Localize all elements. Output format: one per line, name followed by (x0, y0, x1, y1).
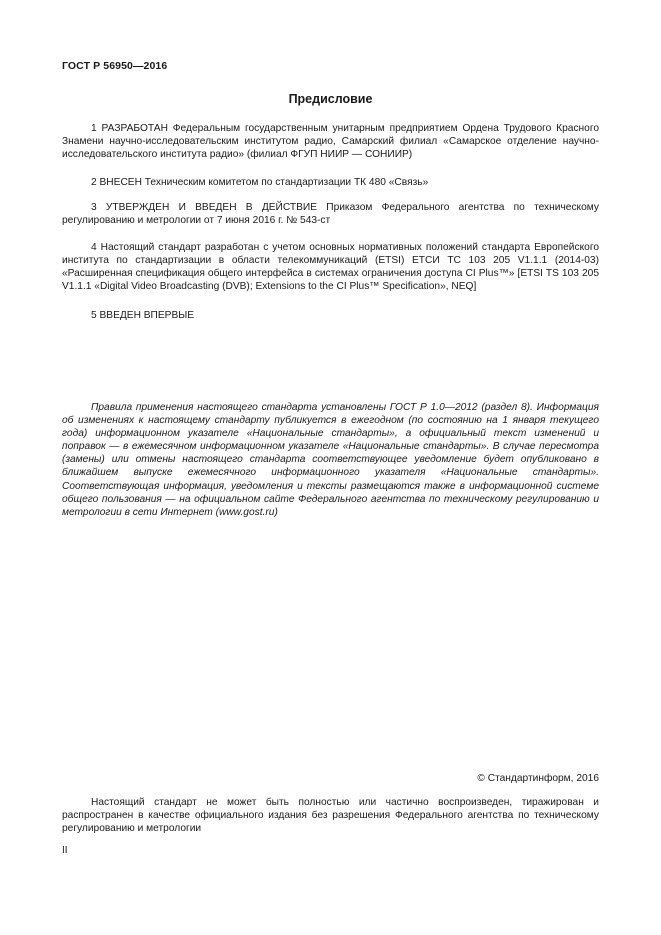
page-title: Предисловие (288, 92, 373, 106)
standard-code: ГОСТ Р 56950—2016 (62, 60, 168, 72)
paragraph-introduced-first: 5 ВВЕДЕН ВПЕРВЫЕ (91, 310, 195, 321)
paragraph-approved: 3 УТВЕРЖДЕН И ВВЕДЕН В ДЕЙСТВИЕ Приказом Федерального агентства по техническому регулированию и метрологии от 7 июня 2016 г. № 543-ст (62, 202, 599, 226)
application-rules-notice: Правила применения настоящего стандарта установлены ГОСТ Р 1.0—2012 (раздел 8). Информация об изменениях к настоящему стандарту публикуется в ежегодном (по состоянию на 1 января текущего года) информационном указателе «Национальные стандарты», а официальный текст изменений и поправок — в ежемесячном информационном указателе «Национальные стандарты». В случае пересмотра (замены) или отмены настоящего стандарта соответствующее уведомление будет опубликовано в ближайшем выпуске ежемесячного информационного указателя «Национальные стандарты». Соответствующая информация, уведомления и тексты размещаются также в информационной системе общего пользования — на официальном сайте Федерального агентства по техническому регулированию и метрологии в сети Интернет (www.gost.ru) (62, 402, 599, 518)
page-number: II (62, 845, 68, 856)
paragraph-introduced-by: 2 ВНЕСЕН Техническим комитетом по стандартизации ТК 480 «Связь» (91, 177, 429, 188)
reprint-notice: Настоящий стандарт не может быть полностью или частично воспроизведен, тиражирован и распространен в качестве официального издания без разрешения Федерального агентства по техническому регулированию и метрологии (62, 797, 599, 834)
copyright: © Стандартинформ, 2016 (477, 773, 599, 784)
paragraph-developed-by: 1 РАЗРАБОТАН Федеральным государственным унитарным предприятием Ордена Трудового Красного Знамени научно-исследовательским институтом радио, Самарский филиал «Самарское отделение научно-исследовательского института радио» (филиал ФГУП НИИР — СОНИИР) (62, 123, 599, 160)
paragraph-based-on: 4 Настоящий стандарт разработан с учетом основных нормативных положений стандарта Европейского института по стандартизации в области телекоммуникаций (ETSI) ЕТСИ ТС 103 205 V1.1.1 (2014-03) «Расширенная спецификация общего интерфейса в системах ограничения доступа CI Plus™» [ETSI TS 103 205 V1.1.1 «Digital Video Broadcasting (DVB); Extensions to the CI Plus™ Specification», NEQ] (62, 242, 599, 292)
